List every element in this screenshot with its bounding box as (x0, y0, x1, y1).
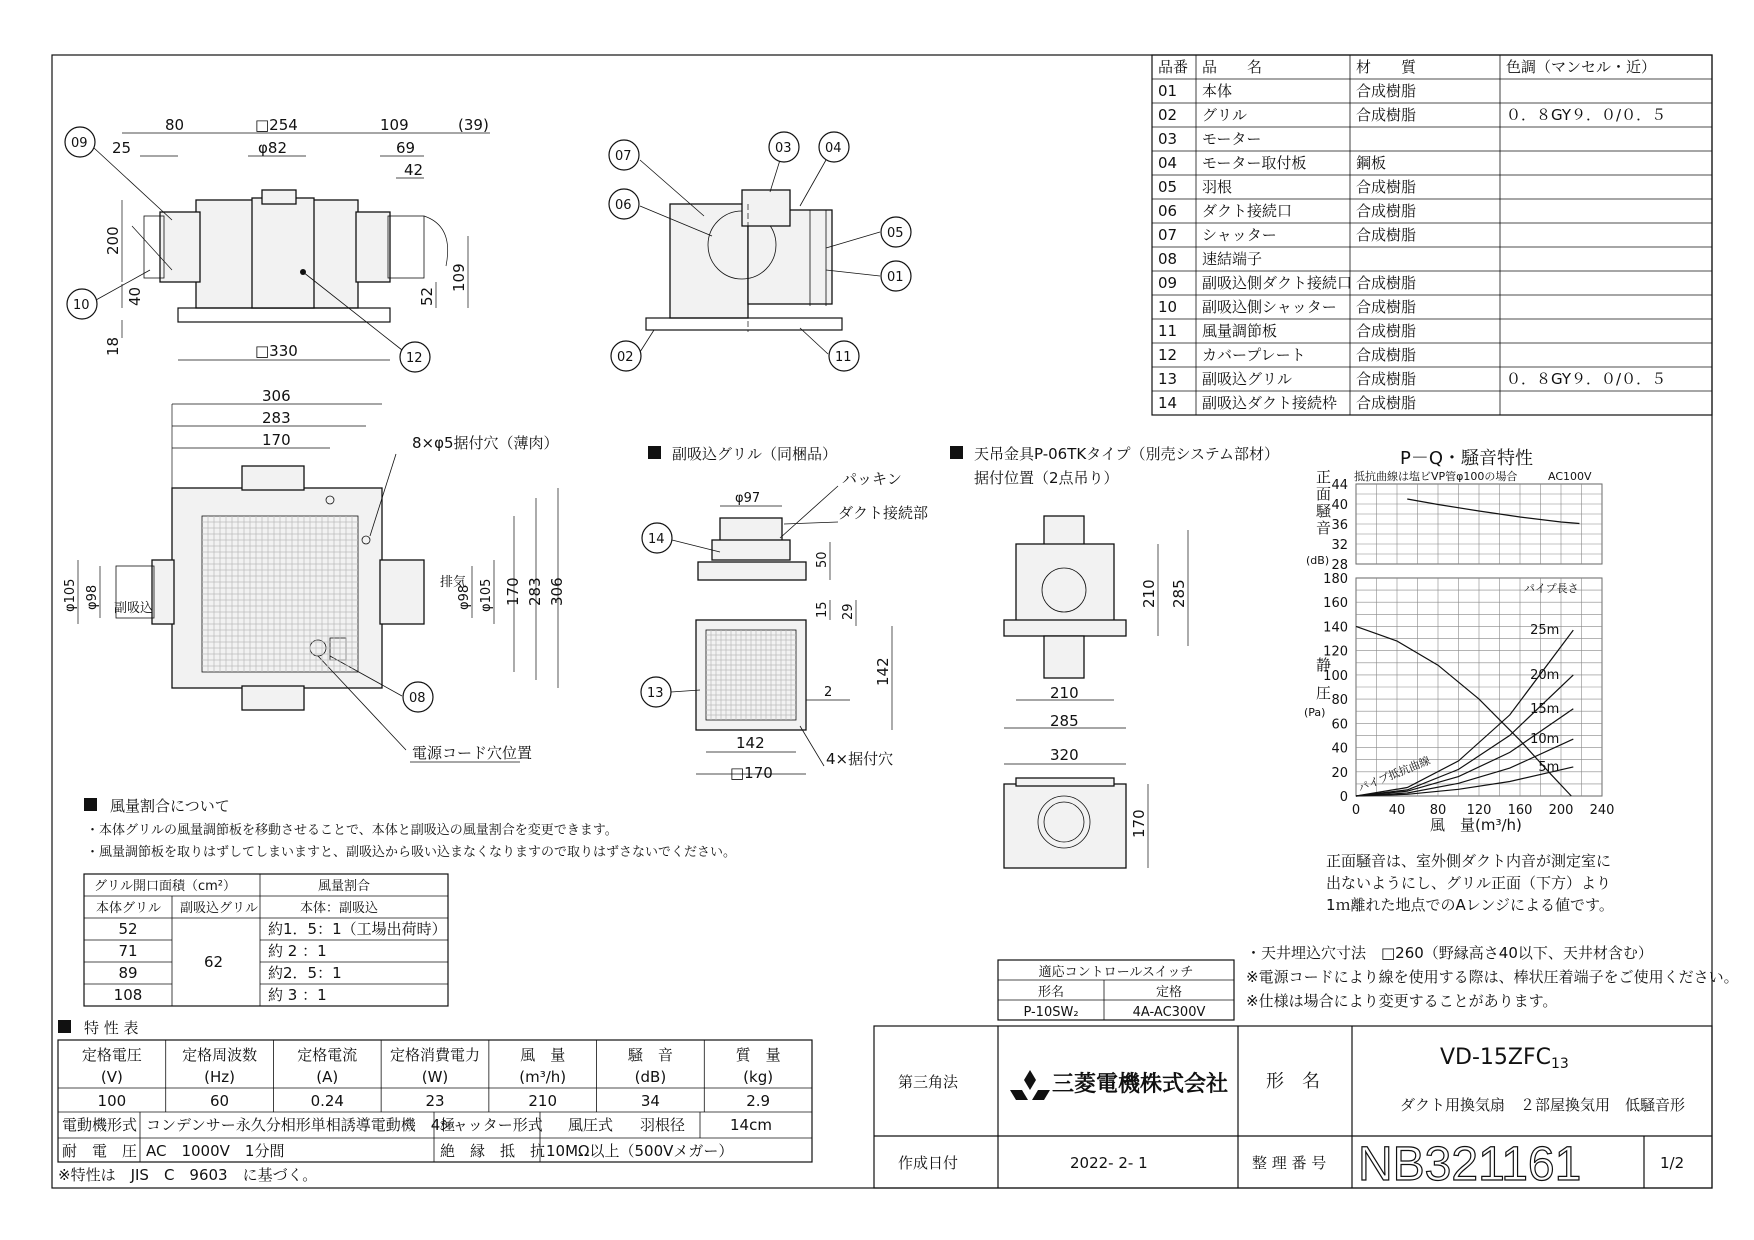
parts-cell: 05 (1158, 178, 1178, 196)
plan-dim-306: 306 (262, 387, 291, 405)
spec-unit: (dB) (634, 1068, 667, 1086)
spec-unit: (kg) (743, 1068, 774, 1086)
parts-cell: 合成樹脂 (1356, 346, 1417, 364)
spec-header: 定格電流 (297, 1046, 358, 1064)
plan-dim-phi105-r: φ105 (479, 578, 494, 612)
noise-tick-label: 40 (1331, 498, 1348, 513)
airflow-th-body: 本体グリル (96, 901, 162, 916)
parts-cell: 合成樹脂 (1356, 202, 1417, 220)
pq-y-tick-label: 60 (1331, 717, 1348, 733)
page-number: 1/2 (1660, 1154, 1685, 1172)
mount-holes-label: 8×φ5据付穴（薄肉） (412, 434, 559, 452)
spec-value: 34 (640, 1092, 660, 1110)
balloon-14 (642, 523, 672, 553)
parts-cell: 風量調節板 (1202, 322, 1278, 340)
chart-xlabel: 風 量(m³/h) (1430, 816, 1522, 834)
parts-cell: 合成樹脂 (1356, 322, 1417, 340)
pq-x-tick-label: 40 (1388, 803, 1406, 818)
airflow-table (84, 874, 448, 1006)
plan-dim-306-v: 306 (548, 577, 566, 606)
spec-header: 質 量 (735, 1046, 781, 1064)
parts-header: 品 名 (1202, 58, 1263, 76)
motor-label: 電動機形式 (62, 1116, 138, 1134)
balloon-10 (67, 289, 97, 319)
model-label: 形 名 (1266, 1071, 1320, 1092)
subg-dim-15: 15 (815, 601, 830, 618)
packing-label: パッキン (842, 470, 902, 488)
airflow-note-1: ・本体グリルの風量調節板を移動させることで、本体と副吸込の風量割合を変更できます。 (86, 823, 618, 838)
parts-cell: 羽根 (1202, 178, 1233, 196)
pq-x-tick-label: 200 (1548, 803, 1574, 818)
hanger-dim-285: 285 (1050, 712, 1079, 730)
svg-text:01: 01 (887, 270, 904, 285)
spec-value: 100 (97, 1092, 127, 1110)
airflow-ratio: 約1．5：1（工場出荷時） (268, 920, 447, 938)
balloon-07 (609, 140, 639, 170)
noise-tick-label: 44 (1331, 478, 1348, 493)
plan-sub-label: 副吸込 (114, 601, 154, 616)
spec-value: 0.24 (310, 1092, 344, 1110)
spec-unit: (A) (316, 1068, 339, 1086)
note-ceiling: ・天井埋込穴寸法 □260（野縁高さ40以下、天井材含む） (1246, 944, 1653, 962)
pq-x-tick-label: 240 (1589, 803, 1615, 818)
airflow-body-area: 71 (118, 942, 138, 960)
plan-view (63, 387, 566, 762)
airflow-ratio: 約2．5：1 (268, 964, 342, 982)
balloon-09 (65, 127, 95, 157)
parts-cell: 副吸込グリル (1202, 370, 1293, 388)
spec-table (58, 1040, 812, 1162)
plan-dim-283: 283 (262, 409, 291, 427)
noise-unit: (dB) (1306, 554, 1330, 567)
duct-joint-label: ダクト接続部 (838, 504, 929, 522)
pq-chart (1304, 448, 1614, 834)
parts-cell: 04 (1158, 154, 1178, 172)
switch-h1: 形名 (1037, 985, 1065, 1000)
airflow-ratio: 約 3 ：1 (268, 986, 327, 1004)
pq-x-tick-label: 120 (1466, 803, 1492, 818)
svg-text:04: 04 (825, 141, 842, 156)
model-description: ダクト用換気扇 ２部屋換気用 低騒音形 (1400, 1096, 1686, 1114)
withstand-value: AC 1000V 1分間 (146, 1142, 285, 1160)
dim-109: 109 (380, 116, 409, 134)
parts-cell: 09 (1158, 274, 1178, 292)
parts-cell: ０．８GY９．０/０．５ (1506, 370, 1667, 388)
parts-header: 色調（マンセル・近） (1506, 58, 1657, 76)
dim-52: 52 (418, 286, 436, 306)
cord-hole-label: 電源コード穴位置 (412, 744, 533, 762)
parts-cell: 06 (1158, 202, 1178, 220)
dim-69: 69 (396, 139, 416, 157)
parts-cell: 本体 (1202, 82, 1233, 100)
parts-cell: 合成樹脂 (1356, 106, 1417, 124)
svg-text:02: 02 (617, 350, 634, 365)
parts-cell: 合成樹脂 (1356, 82, 1417, 100)
spec-header: 騒 音 (627, 1046, 673, 1064)
balloon-06 (609, 189, 639, 219)
holes-label: 4×据付穴 (826, 750, 894, 768)
switch-title: 適応コントロールスイッチ (1038, 965, 1194, 980)
hanger-view (950, 445, 1279, 868)
pq-y-tick-label: 40 (1331, 741, 1348, 757)
plan-dim-170-v: 170 (504, 577, 522, 606)
plan-dim-283-v: 283 (526, 577, 544, 606)
parts-cell: 副吸込ダクト接続枠 (1202, 394, 1338, 412)
dim-18: 18 (104, 336, 122, 356)
spec-unit: (Hz) (204, 1068, 236, 1086)
svg-text:13: 13 (647, 686, 664, 701)
hanger-dim-210: 210 (1050, 684, 1079, 702)
pq-y-tick-label: 20 (1331, 765, 1348, 781)
pipe-length-label: 5m (1538, 759, 1560, 775)
plan-dim-phi105: φ105 (63, 578, 78, 612)
noise-curve (1407, 499, 1579, 524)
parts-cell: 03 (1158, 130, 1178, 148)
airflow-heading: 風量割合について (110, 797, 230, 815)
title-block (874, 1026, 1712, 1191)
spec-header: 定格消費電力 (389, 1046, 481, 1064)
airflow-ratio: 約 2 ：1 (268, 942, 327, 960)
svg-text:14: 14 (648, 532, 665, 547)
hanger-dim-210v: 210 (1140, 579, 1158, 608)
airflow-th-area: グリル開口面積（cm²） (94, 879, 237, 894)
parts-cell: 11 (1158, 322, 1178, 340)
motor-value: コンデンサー永久分相形単相誘導電動機 4極 (146, 1116, 456, 1134)
parts-cell: 合成樹脂 (1356, 226, 1417, 244)
insulation-label: 絶 縁 抵 抗 (440, 1142, 546, 1160)
parts-cell: 副吸込側ダクト接続口 (1202, 274, 1353, 292)
hanger-title: 天吊金具P-06TKタイプ（別売システム部材） (974, 445, 1279, 463)
balloon-13 (641, 677, 671, 707)
subg-dim-50: 50 (815, 551, 830, 568)
insulation-value: 10MΩ以上（500Vメガー） (546, 1142, 734, 1160)
plan-dim-phi98-r: φ98 (457, 584, 472, 610)
pipe-length-label: 10m (1530, 732, 1560, 748)
svg-text:08: 08 (409, 691, 426, 706)
subg-dim-29: 29 (841, 603, 856, 620)
parts-cell: 01 (1158, 82, 1178, 100)
plan-dim-170: 170 (262, 431, 291, 449)
noise-note-1: 正面騒音は、室外側ダクト内音が測定室に (1326, 852, 1612, 870)
sub-grille-view (641, 445, 928, 782)
parts-cell: 08 (1158, 250, 1178, 268)
svg-text:12: 12 (406, 351, 423, 366)
dim-25: 25 (112, 139, 132, 157)
parts-cell: モーター (1202, 130, 1262, 148)
dim-39: (39) (458, 116, 489, 134)
note-change: ※仕様は場合により変更することがあります。 (1246, 992, 1558, 1010)
drawing-number: NB321161 (1358, 1138, 1582, 1191)
airflow-body-area: 52 (118, 920, 138, 938)
parts-cell: 合成樹脂 (1356, 274, 1417, 292)
parts-cell: カバープレート (1202, 346, 1306, 364)
pq-x-tick-label: 80 (1429, 803, 1447, 818)
projection: 第三角法 (898, 1073, 959, 1091)
switch-v2: 4A-AC300V (1132, 1005, 1206, 1020)
balloon-05 (881, 217, 911, 247)
spec-heading: 特 性 表 (84, 1019, 139, 1037)
parts-cell: 速結端子 (1202, 250, 1263, 268)
balloon-01 (881, 261, 911, 291)
airflow-th-ratio: 風量割合 (318, 879, 371, 894)
airflow-body-area: 108 (113, 986, 143, 1004)
pipe-length-label: 25m (1530, 623, 1560, 639)
balloon-11 (829, 341, 859, 371)
withstand-label: 耐 電 圧 (62, 1142, 138, 1160)
pq-y-tick-label: 180 (1323, 572, 1348, 587)
pq-y-tick-label: 80 (1331, 693, 1348, 709)
dim-330: □330 (255, 342, 298, 360)
balloon-02 (611, 341, 641, 371)
airflow-body-area: 89 (118, 964, 138, 982)
svg-text:03: 03 (775, 141, 792, 156)
subg-dim-170: □170 (730, 764, 773, 782)
parts-cell: 合成樹脂 (1356, 298, 1417, 316)
model-number: VD-15ZFC13 (1440, 1045, 1569, 1072)
parts-cell: 14 (1158, 394, 1178, 412)
note-cord: ※電源コードにより線を使用する際は、棒状圧着端子をご使用ください。 (1246, 968, 1739, 986)
front-view (65, 116, 490, 372)
hanger-dim-285v: 285 (1170, 579, 1188, 608)
svg-text:09: 09 (71, 136, 88, 151)
noise-plot (1331, 478, 1602, 573)
parts-table (1152, 55, 1712, 415)
sub-grille-title: 副吸込グリル（同梱品） (672, 445, 838, 463)
dim-80: 80 (165, 116, 185, 134)
side-view (609, 132, 911, 371)
pq-x-tick-label: 0 (1351, 803, 1361, 818)
pipe-length-label: 20m (1530, 667, 1560, 683)
chart-title: P－Q・騒音特性 (1400, 448, 1534, 469)
dim-42: 42 (404, 161, 424, 179)
spec-unit: (V) (100, 1068, 123, 1086)
noise-axis-label: 正面騒音 (1316, 468, 1332, 537)
dim-200: 200 (104, 226, 122, 255)
spec-value: 2.9 (746, 1092, 771, 1110)
airflow-note-2: ・風量調節板を取りはずしてしまいますと、副吸込から吸い込まなくなりますので取りはずさないでください。 (86, 845, 737, 860)
parts-cell: 副吸込側シャッター (1202, 298, 1337, 316)
pq-y-tick-label: 100 (1323, 668, 1348, 684)
plan-exhaust-label: 排気 (440, 575, 467, 590)
noise-tick-label: 32 (1331, 538, 1348, 553)
subg-dim-phi97: φ97 (735, 491, 761, 506)
noise-note-3: 1ｍ離れた地点でのAレンジによる値です。 (1326, 896, 1614, 914)
pq-x-tick-label: 160 (1507, 803, 1533, 818)
pq-y-tick-label: 160 (1323, 596, 1348, 612)
chart-power: AC100V (1548, 470, 1592, 483)
spec-value: 60 (210, 1092, 230, 1110)
resistance-label: パイプ抵抗曲線 (1356, 754, 1433, 795)
parts-cell: 12 (1158, 346, 1178, 364)
company-name: 三菱電機株式会社 (1052, 1072, 1229, 1097)
svg-text:05: 05 (887, 226, 904, 241)
svg-text:10: 10 (73, 298, 90, 313)
parts-cell: 合成樹脂 (1356, 370, 1417, 388)
airflow-th-sub: 副吸込グリル (180, 901, 259, 916)
parts-cell: ダクト接続口 (1202, 202, 1293, 220)
noise-note-2: 出ないようにし、グリル正面（下方）より (1326, 874, 1612, 892)
parts-cell: グリル (1202, 106, 1248, 124)
shutter-label: シャッター形式 (438, 1116, 543, 1134)
balloon-12 (400, 342, 430, 372)
parts-cell: 07 (1158, 226, 1178, 244)
hanger-dim-320: 320 (1050, 746, 1079, 764)
dim-phi82: φ82 (258, 139, 287, 157)
hanger-dim-170: 170 (1130, 809, 1148, 838)
pressure-unit: (Pa) (1304, 706, 1326, 719)
date-value: 2022- 2- 1 (1070, 1154, 1148, 1172)
pq-y-tick-label: 120 (1323, 644, 1348, 660)
switch-table (998, 960, 1234, 1020)
parts-header: 品番 (1158, 58, 1189, 76)
parts-cell: 合成樹脂 (1356, 178, 1417, 196)
parts-cell: 13 (1158, 370, 1178, 388)
parts-cell: 10 (1158, 298, 1178, 316)
parts-cell: モーター取付板 (1202, 154, 1307, 172)
number-label: 整 理 番 号 (1252, 1154, 1327, 1172)
parts-cell: シャッター (1202, 226, 1277, 244)
parts-cell: 合成樹脂 (1356, 394, 1417, 412)
noise-tick-label: 36 (1331, 518, 1348, 533)
balloon-08 (403, 682, 433, 712)
parts-header: 材 質 (1356, 58, 1417, 76)
pq-y-tick-label: 0 (1339, 790, 1348, 805)
pipe-length-label: パイプ長さ (1524, 582, 1579, 595)
dim-109v: 109 (450, 263, 468, 292)
pq-y-tick-label: 140 (1323, 620, 1348, 636)
subg-dim-142v: 142 (874, 657, 892, 686)
svg-text:07: 07 (615, 149, 632, 164)
blade-value: 14cm (730, 1116, 772, 1134)
spec-unit: (m³/h) (519, 1068, 567, 1086)
airflow-section (84, 797, 736, 1006)
plan-dim-phi98: φ98 (85, 584, 100, 610)
pressure-axis-label: 静圧 (1316, 656, 1332, 702)
airflow-sub-value: 62 (204, 953, 224, 971)
date-label: 作成日付 (898, 1154, 959, 1172)
switch-h2: 定格 (1155, 985, 1183, 1000)
shutter-value: 風圧式 (568, 1116, 614, 1134)
subg-dim-142h: 142 (736, 734, 765, 752)
balloon-03 (769, 132, 799, 162)
chart-note: 抵抗曲線は塩ビVP管φ100の場合 (1354, 470, 1518, 483)
parts-cell: ０．８GY９．０/０．５ (1506, 106, 1667, 124)
spec-header: 定格電圧 (81, 1046, 142, 1064)
parts-cell: 鋼板 (1356, 154, 1387, 172)
spec-unit: (W) (421, 1068, 449, 1086)
spec-header: 風 量 (520, 1046, 566, 1064)
spec-value: 23 (425, 1092, 445, 1110)
dim-40: 40 (126, 286, 144, 306)
airflow-th-ratio2: 本体：副吸込 (300, 901, 379, 916)
switch-v1: P-10SW₂ (1023, 1005, 1079, 1020)
blade-label: 羽根径 (640, 1116, 686, 1134)
dim-254: □254 (255, 116, 298, 134)
spec-header: 定格周波数 (182, 1046, 258, 1064)
svg-text:11: 11 (835, 350, 852, 365)
spec-value: 210 (528, 1092, 558, 1110)
mitsubishi-logo-icon (1010, 1070, 1050, 1100)
subg-dim-2: 2 (824, 685, 833, 700)
balloon-04 (819, 132, 849, 162)
hanger-subtitle: 据付位置（2点吊り） (974, 469, 1119, 487)
pipe-length-label: 15m (1530, 701, 1560, 717)
spec-footnote: ※特性は JIS C 9603 に基づく。 (58, 1166, 318, 1184)
parts-cell: 02 (1158, 106, 1178, 124)
svg-text:06: 06 (615, 198, 632, 213)
noise-tick-label: 28 (1331, 558, 1348, 573)
